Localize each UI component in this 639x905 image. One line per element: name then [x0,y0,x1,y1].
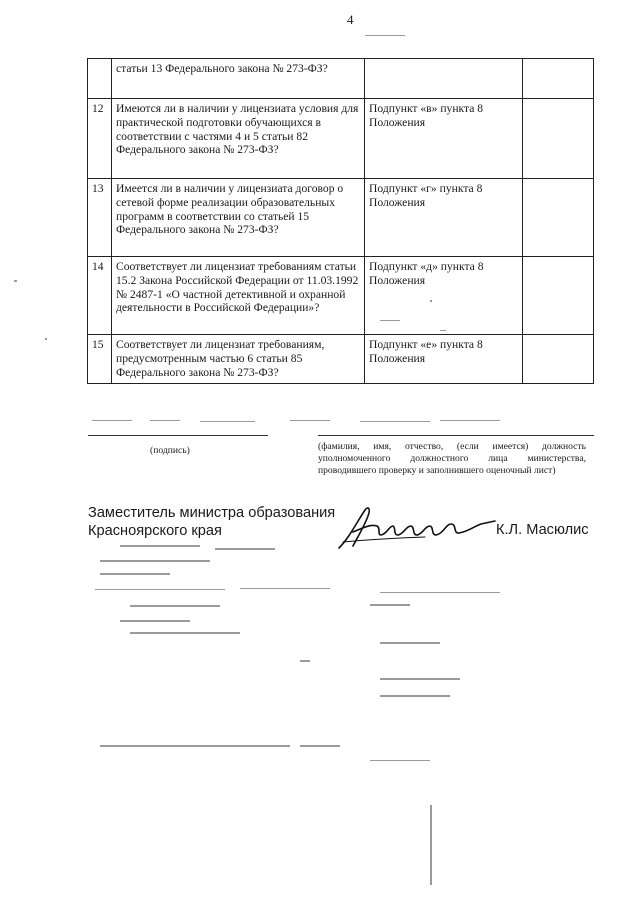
signatory-title-line2: Красноярского края [88,523,222,539]
row-question: статьи 13 Федерального закона № 273-ФЗ? [112,59,365,99]
name-caption: (фамилия, имя, отчество, (если имеется) должность уполномоченного должностного лица министерства, проводившего проверку и заполнившего оценочный лист) [318,441,586,477]
row-reference: Подпункт «е» пункта 8 Положения [365,335,523,384]
row-number: 15 [88,335,112,384]
signature-caption: (подпись) [150,445,190,456]
row-number: 14 [88,257,112,335]
row-reference: Подпункт «д» пункта 8 Положения [365,257,523,335]
page-number: 4 [347,12,354,27]
signatory-name: К.Л. Масюлис [496,522,589,538]
row-question: Соответствует ли лицензиат требованиям, предусмотренным частью 6 статьи 85 Федерального закона № 273-ФЗ? [112,335,365,384]
row-question: Имеются ли в наличии у лицензиата условия для практической подготовки обучающихся в соответствии с частями 4 и 5 статьи 82 Федерального закона № 273-ФЗ? [112,99,365,179]
row-reference: Подпункт «г» пункта 8 Положения [365,179,523,257]
row-question: Имеется ли в наличии у лицензиата договор о сетевой форме реализации образовательных программ в соответствии со статьей 15 Федерального закона № 273-ФЗ? [112,179,365,257]
row-question: Соответствует ли лицензиат требованиям статьи 15.2 Закона Российской Федерации от 11.03.1992 № 2487-1 «О частной детективной и охранной деятельности в Российской Федерации»? [112,257,365,335]
row-reference: Подпункт «в» пункта 8 Положения [365,99,523,179]
row-number: 12 [88,99,112,179]
row-number: 13 [88,179,112,257]
signatory-title-line1: Заместитель министра образования [88,505,336,521]
